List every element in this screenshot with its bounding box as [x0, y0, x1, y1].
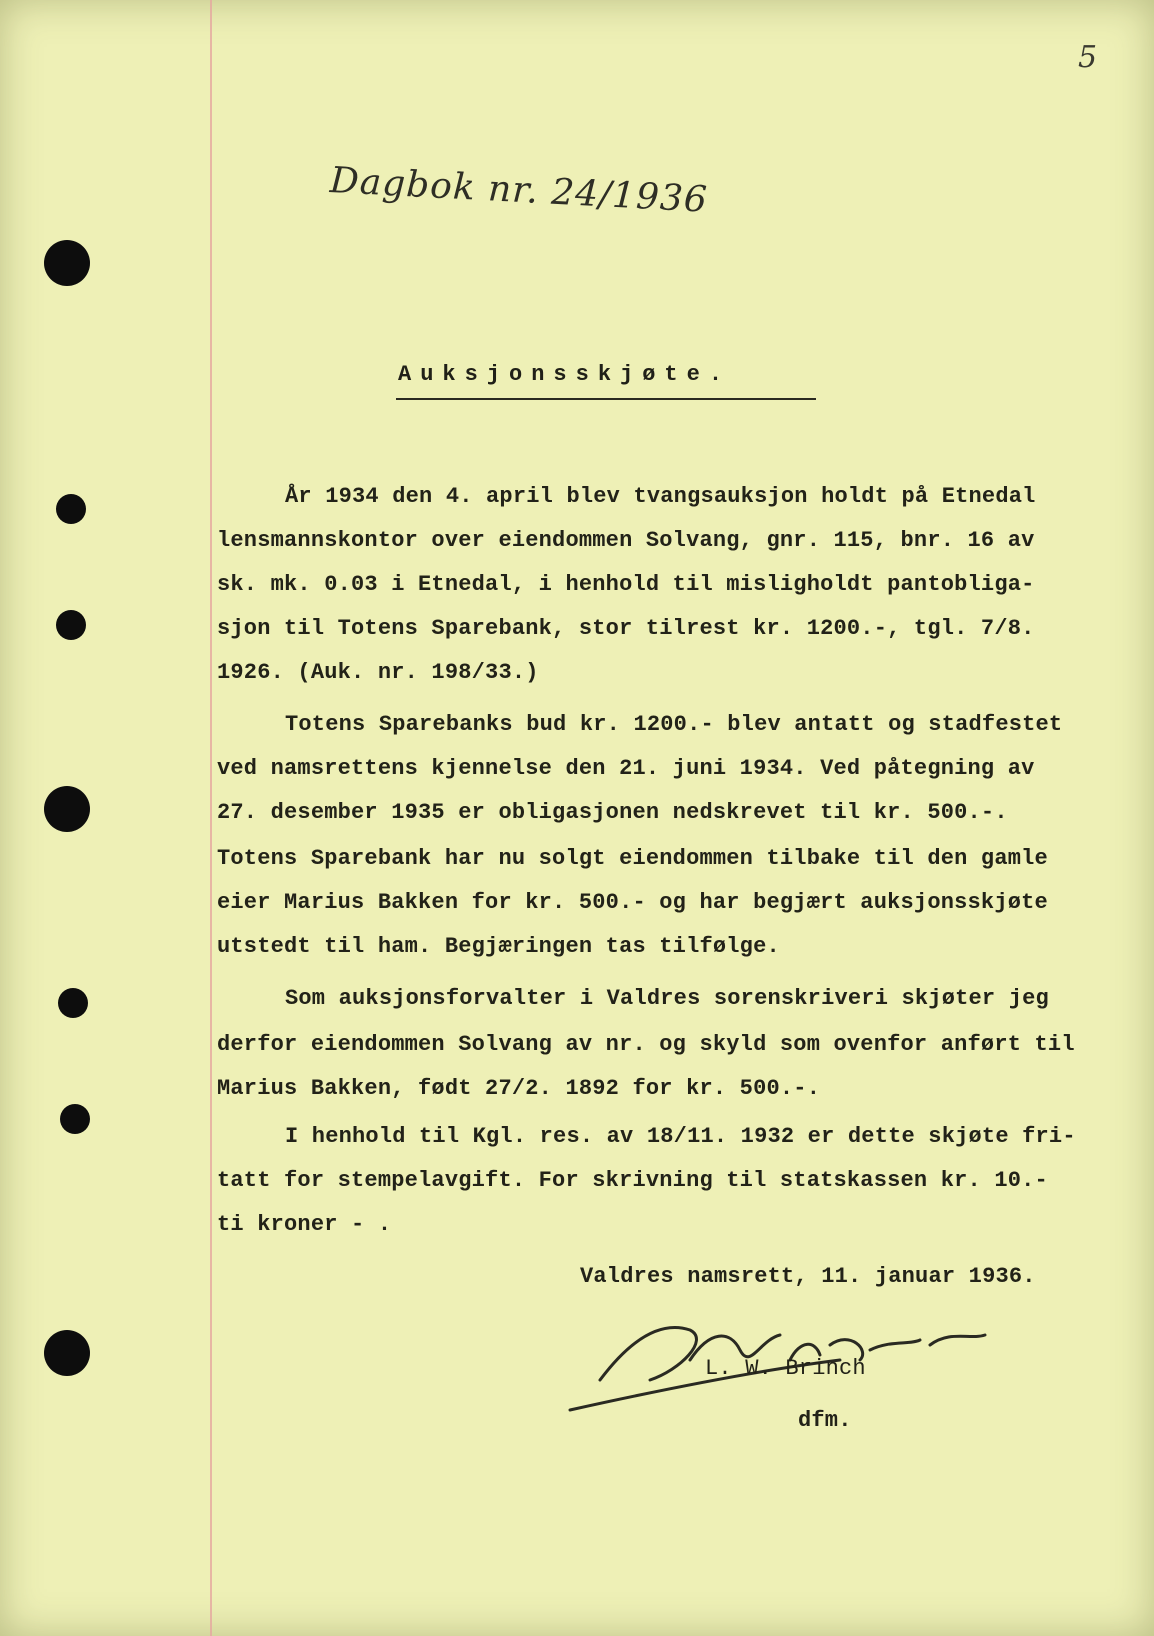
body-line: Totens Sparebanks bud kr. 1200.- blev antatt og stadfestet [285, 712, 1063, 737]
dagbok-note: Dagbok nr. 24/1936 [328, 160, 709, 221]
punch-hole [44, 1330, 90, 1376]
body-line: 1926. (Auk. nr. 198/33.) [217, 660, 539, 685]
body-line: ved namsrettens kjennelse den 21. juni 1934. Ved påtegning av [217, 756, 1035, 781]
margin-rule [210, 0, 212, 1636]
body-line: tatt for stempelavgift. For skrivning til statskassen kr. 10.- [217, 1168, 1048, 1193]
document-title: Auksjonsskjøte. [398, 362, 732, 387]
body-line: lensmannskontor over eiendommen Solvang, gnr. 115, bnr. 16 av [217, 528, 1035, 553]
body-line: utstedt til ham. Begjæringen tas tilfølge. [217, 934, 780, 959]
body-line: sk. mk. 0.03 i Etnedal, i henhold til misligholdt pantobliga- [217, 572, 1035, 597]
place-date: Valdres namsrett, 11. januar 1936. [580, 1264, 1036, 1289]
punch-hole [60, 1104, 90, 1134]
body-line: 27. desember 1935 er obligasjonen nedskrevet til kr. 500.-. [217, 800, 1008, 825]
body-line: eier Marius Bakken for kr. 500.- og har begjært auksjonsskjøte [217, 890, 1048, 915]
signer-name: L. W. Brinch [705, 1356, 866, 1381]
title-underline [396, 398, 816, 400]
body-line: I henhold til Kgl. res. av 18/11. 1932 er dette skjøte fri- [285, 1124, 1076, 1149]
body-line: Som auksjonsforvalter i Valdres sorenskriveri skjøter jeg [285, 986, 1049, 1011]
punch-hole [44, 786, 90, 832]
punch-hole [56, 494, 86, 524]
punch-hole [58, 988, 88, 1018]
body-line: sjon til Totens Sparebank, stor tilrest kr. 1200.-, tgl. 7/8. [217, 616, 1035, 641]
body-line: ti kroner - . [217, 1212, 392, 1237]
body-line: Marius Bakken, født 27/2. 1892 for kr. 500.-. [217, 1076, 821, 1101]
signer-title: dfm. [798, 1408, 852, 1433]
punch-hole [44, 240, 90, 286]
punch-hole [56, 610, 86, 640]
body-line: derfor eiendommen Solvang av nr. og skyld som ovenfor anført til [217, 1032, 1075, 1057]
page-number: 5 [1078, 40, 1098, 75]
body-line: Totens Sparebank har nu solgt eiendommen tilbake til den gamle [217, 846, 1048, 871]
body-line: År 1934 den 4. april blev tvangsauksjon holdt på Etnedal [285, 484, 1036, 509]
